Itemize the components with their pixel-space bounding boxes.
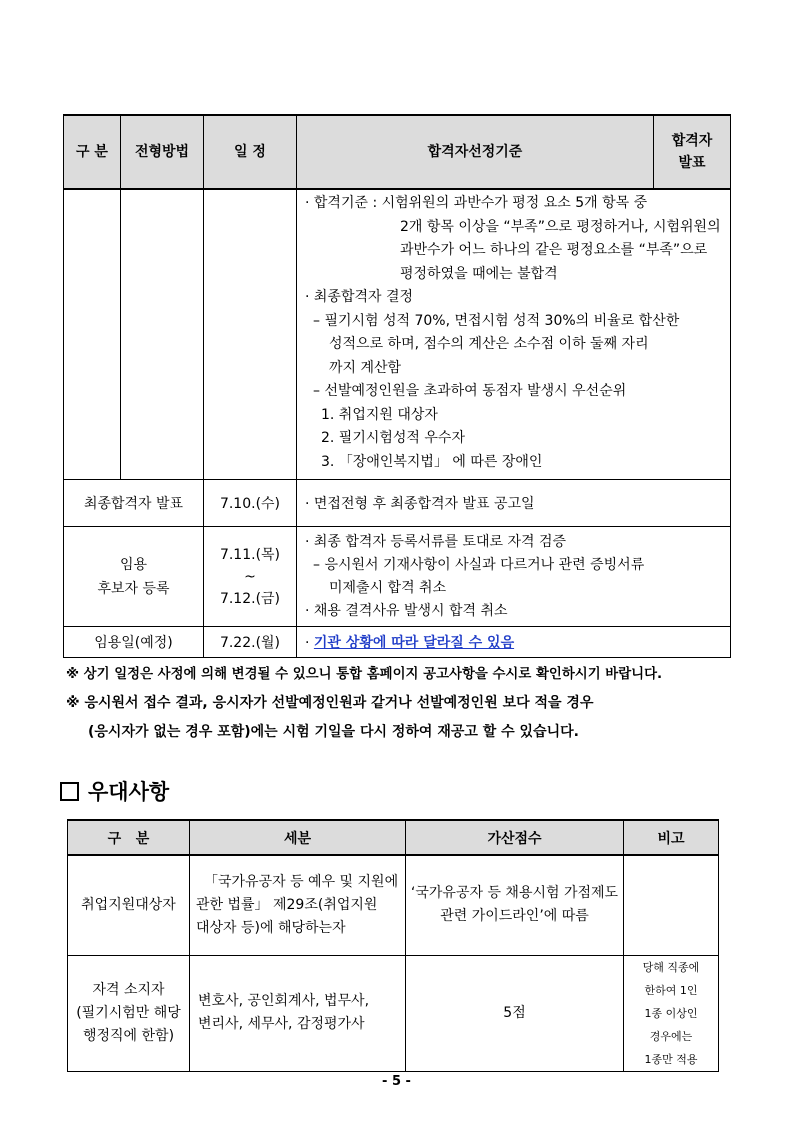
preference-table-header	[68, 820, 719, 855]
pref-row2-points	[406, 955, 624, 1071]
registration-date-start: 7.11.(목)	[219, 546, 281, 563]
schedule-notes	[66, 660, 736, 747]
candidate-registration-date	[204, 527, 297, 627]
criteria-line: 과반수가 어느 하나의 같은 평정요소를 “부족”으로	[400, 242, 708, 258]
criteria-line: – 선발예정인원을 초과하여 동점자 발생시 우선순위	[313, 383, 627, 399]
pref-row2-points-line: 5점	[503, 1004, 526, 1021]
pref-row2-remarks-line: 1종 이상인	[644, 1006, 698, 1020]
criteria-line: 2개 항목 이상을 “부족”으로 평정하거나, 시험위원의	[400, 218, 721, 235]
registration-date-separator: ~	[244, 568, 256, 585]
pref-header-remarks: 비고	[624, 820, 719, 855]
criteria-line: · 합격기준 : 시험위원의 과반수가 평정 요소 5개 항목 중	[305, 195, 648, 211]
pref-row2-remarks-line: 당해 직종에	[642, 960, 700, 974]
candidate-registration-row	[64, 527, 731, 627]
appointment-text	[297, 627, 731, 658]
final-announce-row	[64, 480, 731, 527]
criteria-line: 3. 「장애인복지법」 에 따른 장애인	[321, 453, 543, 470]
registration-line: 미제출시 합격 취소	[329, 579, 447, 596]
candidate-registration-label	[64, 527, 204, 627]
pref-row2-remarks-line: 한하여 1인	[644, 983, 698, 997]
pref-header-detail: 세분	[190, 820, 406, 855]
pref-row2-detail-line: 변호사, 공인회계사, 법무사,	[198, 993, 370, 1009]
pref-row2-remarks-line: 경우에는	[649, 1029, 693, 1043]
pref-row1-category	[68, 855, 190, 955]
schedule-table	[63, 114, 731, 658]
appointment-label: 임용일(예정)	[64, 627, 204, 658]
criteria-line: 2. 필기시험성적 우수자	[321, 430, 465, 446]
candidate-registration-label-line1: 임용	[119, 556, 148, 573]
note-applicants-line1: ※ 응시원서 접수 결과, 응시자가 선발예정인원과 같거나 선발예정인원 보다 적을 경우	[66, 695, 594, 711]
registration-line: – 응시원서 기재사항이 사실과 다르거나 관련 증빙서류	[313, 556, 645, 573]
criteria-row-category	[64, 189, 121, 480]
final-announce-text: · 면접전형 후 최종합격자 발표 공고일	[297, 480, 731, 527]
criteria-line: 까지 계산함	[329, 359, 402, 376]
pref-row2-detail	[190, 955, 406, 1071]
pref-row1-detail-line: 관한 법률」 제29조(취업지원	[196, 896, 378, 913]
header-method: 전형방법	[121, 115, 204, 189]
criteria-row-schedule	[204, 189, 297, 480]
final-announce-label: 최종합격자 발표	[64, 480, 204, 527]
pref-row2-remarks	[624, 955, 719, 1071]
pref-row2-category-line: 자격 소지자	[92, 981, 165, 998]
preference-table	[67, 819, 719, 1072]
appointment-bullet: ·	[305, 635, 314, 651]
page-number: - 5 -	[382, 1074, 411, 1089]
appointment-date: 7.22.(월)	[204, 627, 297, 658]
pref-row1-detail-line: 「국가유공자 등 예우 및 지원에	[204, 873, 399, 890]
pref-row2-detail-line: 변리사, 세무사, 감정평가사	[198, 1016, 365, 1032]
header-announce	[654, 115, 731, 189]
pref-row1-points-line: 관련 가이드라인’에 따름	[440, 908, 589, 925]
criteria-row-method	[121, 189, 204, 480]
square-bullet-icon	[60, 782, 79, 801]
registration-date-end: 7.12.(금)	[219, 590, 281, 607]
appointment-link[interactable]: 기관 상황에 따라 달라질 수 있음	[313, 635, 515, 651]
registration-line: · 최종 합격자 등록서류를 토대로 자격 검증	[305, 533, 567, 550]
appointment-row	[64, 627, 731, 658]
criteria-line: 1. 취업지원 대상자	[321, 406, 438, 423]
schedule-table-header	[64, 115, 731, 189]
pref-header-category: 구 분	[68, 820, 190, 855]
criteria-line: – 필기시험 성적 70%, 면접시험 성적 30%의 비율로 합산한	[313, 312, 680, 329]
final-announce-date: 7.10.(수)	[204, 480, 297, 527]
criteria-line: 평정하였을 때에는 불합격	[400, 265, 558, 282]
criteria-line: · 최종합격자 결정	[305, 289, 414, 305]
criteria-line: 성적으로 하며, 점수의 계산은 소수점 이하 둘째 자리	[329, 336, 649, 352]
header-announce-line1: 합격자	[671, 133, 713, 149]
header-schedule: 일 정	[204, 115, 297, 189]
registration-line: · 채용 결격사유 발생시 합격 취소	[305, 602, 508, 619]
pref-row2-category-line: 행정직에 한함)	[82, 1027, 175, 1044]
preference-section-title	[60, 776, 169, 806]
note-schedule-change: ※ 상기 일정은 사정에 의해 변경될 수 있으니 통합 홈페이지 공고사항을 수시로 확인하시기 바랍니다.	[66, 667, 663, 682]
candidate-registration-text	[297, 527, 731, 627]
pref-row2-category-line: (필기시험만 해당	[76, 1004, 181, 1021]
note-applicants-line2: (응시자가 없는 경우 포함)에는 시험 기일을 다시 정하여 재공고 할 수 있습니다.	[88, 724, 579, 740]
pref-header-points: 가산점수	[406, 820, 624, 855]
criteria-row	[64, 189, 731, 480]
pref-row1-category-line: 취업지원대상자	[81, 896, 176, 913]
header-announce-line2: 발표	[678, 155, 706, 171]
header-category: 구 분	[64, 115, 121, 189]
pref-row1-points	[406, 855, 624, 955]
pref-row1-points-line: ‘국가유공자 등 채용시험 가점제도	[410, 885, 619, 902]
pref-row1-detail-line: 대상자 등)에 해당하는자	[196, 919, 346, 936]
candidate-registration-label-line2: 후보자 등록	[97, 580, 170, 597]
criteria-cell	[297, 189, 731, 480]
preference-title-text: 우대사항	[88, 780, 170, 804]
pref-row1-detail	[190, 855, 406, 955]
pref-row1-remarks	[624, 855, 719, 955]
preference-row-employment-support	[68, 855, 719, 955]
pref-row2-remarks-line: 1종만 적용	[644, 1052, 698, 1066]
header-criteria: 합격자선정기준	[297, 115, 654, 189]
pref-row2-category	[68, 955, 190, 1071]
preference-row-license-holder	[68, 955, 719, 1071]
